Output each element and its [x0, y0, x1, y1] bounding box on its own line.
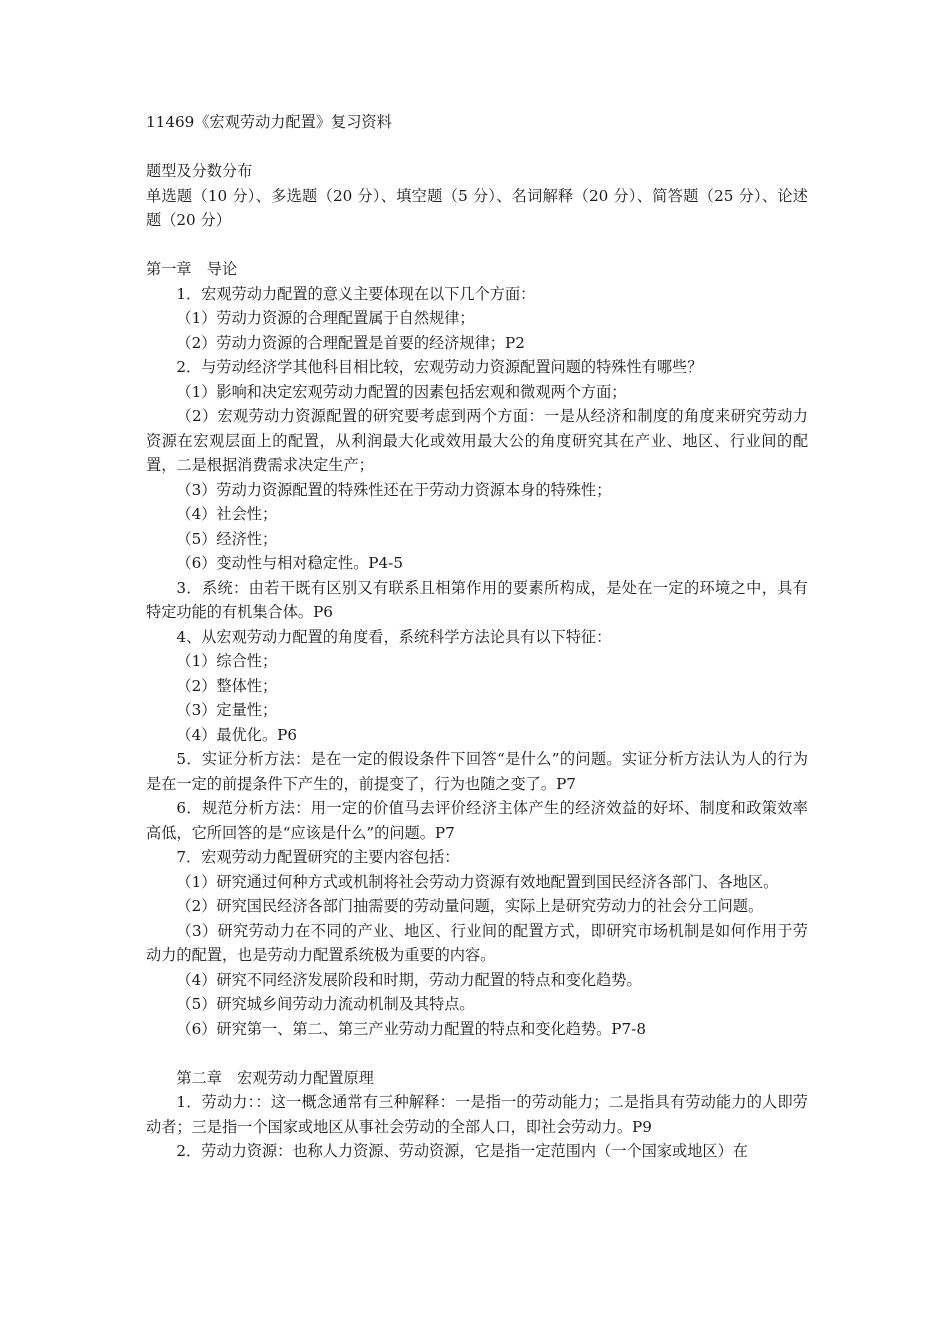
- ch1-item: （3）定量性；: [176, 701, 278, 719]
- spacer: [146, 135, 808, 160]
- ch1-item: （4）研究不同经济发展阶段和时期，劳动力配置的特点和变化趋势。: [176, 970, 642, 989]
- ch1-item: （2）研究国民经济各部门抽需要的劳动量问题，实际上是研究劳动力的社会分工问题。: [176, 897, 764, 915]
- ch1-item: （2）宏观劳动力资源配置的研究要考虑到两个方面：一是从经济和制度的角度来研究劳动力资源在宏观层面上的配置，从利润最大化或效用最大公的角度研究其在产业、地区、行业间的配置，二是根据消费需求决定生产；: [146, 407, 808, 474]
- ch1-item: （4）最优化。P6: [176, 725, 298, 744]
- ch1-item: （3）劳动力资源配置的特殊性还在于劳动力资源本身的特殊性；: [176, 480, 612, 499]
- exam-type-heading: 题型及分数分布: [146, 162, 253, 180]
- spacer: [146, 233, 808, 258]
- ch1-item: 5．实证分析方法：是在一定的假设条件下回答“是什么”的问题。实证分析方法认为人的行为是在一定的前提条件下产生的，前提变了，行为也随之变了。P7: [146, 750, 808, 793]
- ch1-item: （1）研究通过何种方式或机制将社会劳动力资源有效地配置到国民经济各部门、各地区。: [176, 872, 779, 891]
- ch1-item: （2）劳动力资源的合理配置是首要的经济规律；P2: [176, 333, 525, 352]
- ch1-item: 6．规范分析方法：用一定的价值马去评价经济主体产生的经济效益的好坏、制度和政策效率高低，它所回答的是“应该是什么”的问题。P7: [146, 799, 808, 842]
- ch1-item: 4、从宏观劳动力配置的角度看，系统科学方法论具有以下特征：: [176, 627, 612, 646]
- ch2-item: 1．劳动力：：这一概念通常有三种解释：一是指一的劳动能力；二是指具有劳动能力的人即劳动者；三是指一个国家或地区从事社会劳动的全部人口，即社会劳动力。P9: [146, 1093, 808, 1136]
- ch1-item: （4）社会性；: [176, 505, 278, 523]
- ch1-item: 3．系统：由若干既有区别又有联系且相第作用的要素所构成，是处在一定的环境之中，具有特定功能的有机集合体。P6: [146, 578, 808, 621]
- ch1-item: 1．宏观劳动力配置的意义主要体现在以下几个方面：: [176, 284, 536, 303]
- ch1-item: （1）综合性；: [176, 652, 278, 670]
- ch1-item: （2）整体性；: [176, 676, 278, 695]
- ch1-item: （5）经济性；: [176, 529, 278, 548]
- ch2-item: 2．劳动力资源：也称人力资源、劳动资源，它是指一定范围内（一个国家或地区）在: [176, 1142, 748, 1160]
- ch1-item: （3）研究劳动力在不同的产业、地区、行业间的配置方式，即研究市场机制是如何作用于劳动力的配置，也是劳动力配置系统极为重要的内容。: [146, 921, 808, 964]
- ch1-item: （6）研究第一、第二、第三产业劳动力配置的特点和变化趋势。P7-8: [176, 1019, 646, 1038]
- ch1-item: （1）影响和决定宏观劳动力配置的因素包括宏观和微观两个方面；: [176, 382, 627, 401]
- ch1-item: 7．宏观劳动力配置研究的主要内容包括：: [176, 848, 460, 866]
- ch1-item: 2．与劳动经济学其他科目相比较，宏观劳动力资源配置问题的特殊性有哪些？: [176, 358, 703, 376]
- ch1-item: （1）劳动力资源的合理配置属于自然规律；: [176, 309, 475, 327]
- document-page: [146, 110, 808, 1164]
- doc-title: 11469《宏观劳动力配置》复习资料: [146, 113, 392, 131]
- spacer: [146, 1041, 808, 1066]
- ch1-item: （5）研究城乡间劳动力流动机制及其特点。: [176, 995, 475, 1013]
- ch1-item: （6）变动性与相对稳定性。P4-5: [176, 554, 403, 572]
- chapter-2-heading: 第二章 宏观劳动力配置原理: [176, 1068, 374, 1087]
- chapter-1-heading: 第一章 导论: [146, 260, 238, 278]
- exam-type-text: 单选题（10 分）、多选题（20 分）、填空题（5 分）、名词解释（20 分）、简答题（25 分）、论述题（20 分）: [146, 186, 808, 229]
